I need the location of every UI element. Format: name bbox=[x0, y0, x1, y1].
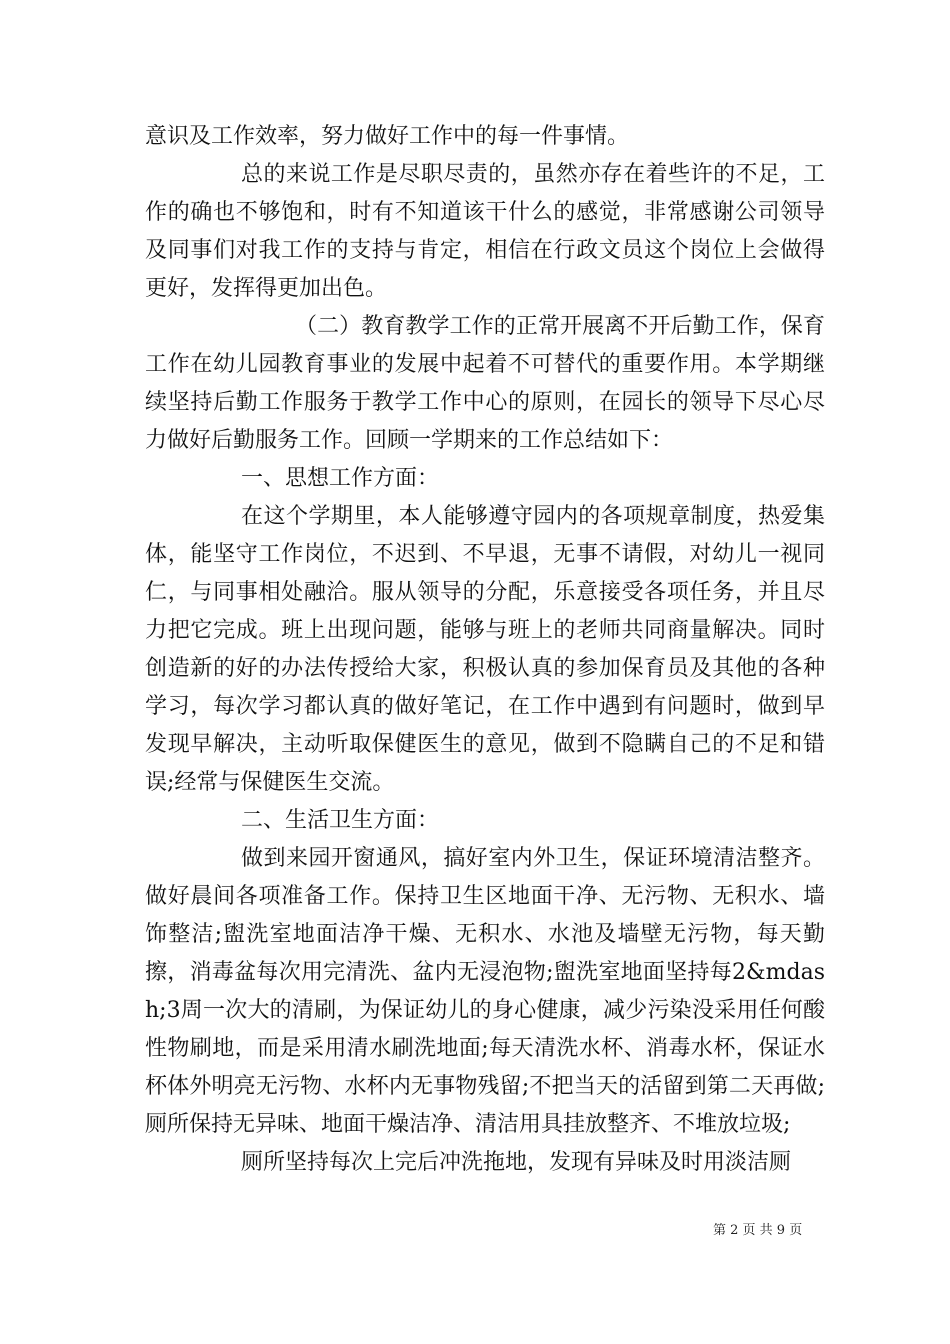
document-body bbox=[145, 118, 825, 1182]
paragraph: （二）教育教学工作的正常开展离不开后勤工作，保育工作在幼儿园教育事业的发展中起着不可替代的重要作用。本学期继续坚持后勤工作服务于教学工作中心的原则，在园长的领导下尽心尽力做好后勤服务工作。回顾一学期来的工作总结如下： bbox=[145, 314, 825, 453]
section-heading: 一、思想工作方面： bbox=[241, 466, 440, 491]
paragraph: 在这个学期里，本人能够遵守园内的各项规章制度，热爱集体，能坚守工作岗位，不迟到、不早退，无事不请假，对幼儿一视同仁，与同事相处融洽。服从领导的分配，乐意接受各项任务，并且尽力把它完成。班上出现问题，能够与班上的老师共同商量解决。同时创造新的好的办法传授给大家，积极认真的参加保育员及其他的各种学习，每次学习都认真的做好笔记，在工作中遇到有问题时，做到早发现早解决，主动听取保健医生的意见，做到不隐瞒自己的不足和错误;经常与保健医生交流。 bbox=[145, 504, 825, 795]
section-heading: 二、生活卫生方面： bbox=[241, 808, 440, 833]
page-number-footer: 第 2 页 共 9 页 bbox=[713, 1223, 803, 1238]
paragraph: 厕所坚持每次上完后冲洗拖地，发现有异味及时用淡洁厕 bbox=[241, 1150, 792, 1175]
paragraph: 意识及工作效率，努力做好工作中的每一件事情。 bbox=[145, 124, 630, 149]
paragraph: 总的来说工作是尽职尽责的，虽然亦存在着些许的不足，工作的确也不够饱和，时有不知道该干什么的感觉，非常感谢公司领导及同事们对我工作的支持与肯定，相信在行政文员这个岗位上会做得更好，发挥得更加出色。 bbox=[145, 162, 825, 301]
paragraph: 做到来园开窗通风，搞好室内外卫生，保证环境清洁整齐。做好晨间各项准备工作。保持卫生区地面干净、无污物、无积水、墙饰整洁;盥洗室地面洁净干燥、无积水、水池及墙壁无污物，每天勤擦，消毒盆每次用完清洗、盆内无浸泡物;盥洗室地面坚持每2&mdash;3周一次大的清刷，为保证幼儿的身心健康，减少污染没采用任何酸性物刷地，而是采用清水刷洗地面;每天清洗水杯、消毒水杯，保证水杯体外明亮无污物、水杯内无事物残留;不把当天的活留到第二天再做;厕所保持无异味、地面干燥洁净、清洁用具挂放整齐、不堆放垃圾; bbox=[145, 846, 825, 1137]
